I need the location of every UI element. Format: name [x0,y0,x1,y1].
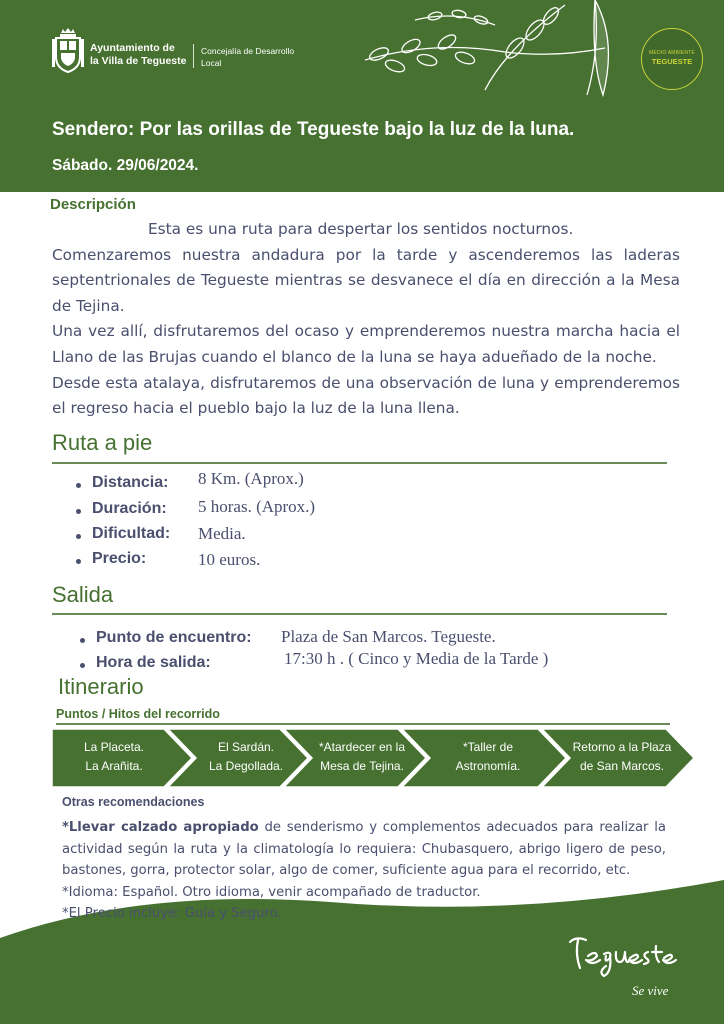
item-value: 5 horas. (Aprox.) [198,497,316,516]
concejalia-line1: Concejalía de Desarrollo [201,46,295,56]
ayuntamiento-line1: Ayuntamiento de [90,42,175,54]
itinerario-subheading: Puntos / Hitos del recorrido [56,707,220,721]
item-label: Hora de salida: [96,654,211,671]
itinerario-divider [56,723,670,725]
concejalia-name [201,45,294,69]
recomendacion-precio: *El Precio incluye: Guía y Seguro. [62,906,282,921]
header-banner [0,0,724,192]
descripcion-paragraph: Comenzaremos nuestra andadura por la tarde y ascenderemos las laderas septentrionales de Tegueste mientras se desvanece el día en dirección a la Mesa de Tejina. [52,245,680,315]
item-label: Duración: [92,500,167,517]
badge-line2: TEGUESTE [651,57,693,66]
itinerary-step [198,738,294,776]
step-line1: El Sardán. [217,740,275,754]
item-label: Punto de encuentro: [96,629,252,646]
bullet-icon [76,559,81,564]
descripcion-paragraph: Esta es una ruta para despertar los sentidos nocturnos. [148,220,574,238]
recomendaciones-text [62,817,666,925]
itinerary-step [438,738,538,776]
itinerary-step [310,738,414,776]
salida-heading: Salida [52,582,114,607]
tegueste-logo [566,932,678,978]
descripcion-paragraph: Desde esta atalaya, disfrutaremos de una observación de luna y emprenderemos el regreso hacia el pueblo bajo la luz de la luna llena. [52,373,680,418]
ayuntamiento-line2: la Villa de Tegueste [90,55,187,67]
itinerary-step [72,738,156,776]
concejalia-line2: Local [201,58,222,68]
step-line1: Retorno a la Plaza [572,740,672,754]
salida-divider [52,613,667,615]
step-line1: *Atardecer en la [318,740,406,754]
item-value: Media. [198,524,246,543]
ruta-list [72,468,472,578]
event-date: Sábado. 29/06/2024. [52,157,199,174]
recomendacion-calzado [62,817,666,882]
coat-of-arms-icon [52,27,84,73]
bullet-icon [80,638,85,643]
descripcion-text [52,217,680,422]
item-label: Distancia: [92,474,169,491]
step-line1: La Placeta. [83,740,145,754]
ruta-heading: Ruta a pie [52,430,153,455]
medio-ambiente-badge [641,28,703,90]
item-label: Precio: [92,550,147,567]
recomendacion-idioma: *Idioma: Español. Otro idioma, venir acompañado de traductor. [62,884,481,900]
step-line2: La Arañita. [85,759,143,773]
step-line2: de San Marcos. [579,759,665,773]
item-label: Dificultad: [92,525,171,542]
leaves-illustration [355,0,625,100]
bullet-icon [80,663,85,668]
bullet-icon [76,534,81,539]
item-value: Plaza de San Marcos. Tegueste. [281,627,496,646]
recomendacion-rest: de senderismo y complementos adecuados para realizar la actividad según la ruta y la climatología lo requiera: Chubasquero, abrigo ligero de peso, bastones, gorra, protector solar, algo de comer, suficiente agua para el recorrido, etc. [62,820,666,878]
step-line2: La Degollada. [208,759,284,773]
recomendacion-lead: *Llevar calzado apropiado [62,820,259,835]
itinerario-heading: Itinerario [58,674,144,699]
page-title: Sendero: Por las orillas de Tegueste bajo la luz de la luna. [52,119,575,140]
bullet-icon [76,509,81,514]
recomendaciones-heading: Otras recomendaciones [62,795,205,809]
bullet-icon [76,483,81,488]
itinerary-step [566,738,678,776]
salida-list [76,624,676,676]
header-divider [193,44,194,68]
ruta-divider [52,462,667,464]
item-value: 17:30 h . ( Cinco y Media de la Tarde ) [284,649,549,668]
slogan: Se vive [632,983,669,998]
item-value: 10 euros. [198,550,261,569]
descripcion-heading: Descripción [50,196,136,213]
step-line1: *Taller de [462,740,514,754]
badge-line1: MEDIO AMBIENTE [649,50,695,56]
step-line2: Astronomía. [455,759,521,773]
item-value: 8 Km. (Aprox.) [198,469,304,488]
descripcion-paragraph: Una vez allí, disfrutaremos del ocaso y emprenderemos nuestra marcha hacia el Llano de las Brujas cuando el blanco de la luna se haya adueñado de la noche. [52,322,680,366]
ayuntamiento-name [90,42,186,68]
step-line2: Mesa de Tejina. [320,759,404,773]
